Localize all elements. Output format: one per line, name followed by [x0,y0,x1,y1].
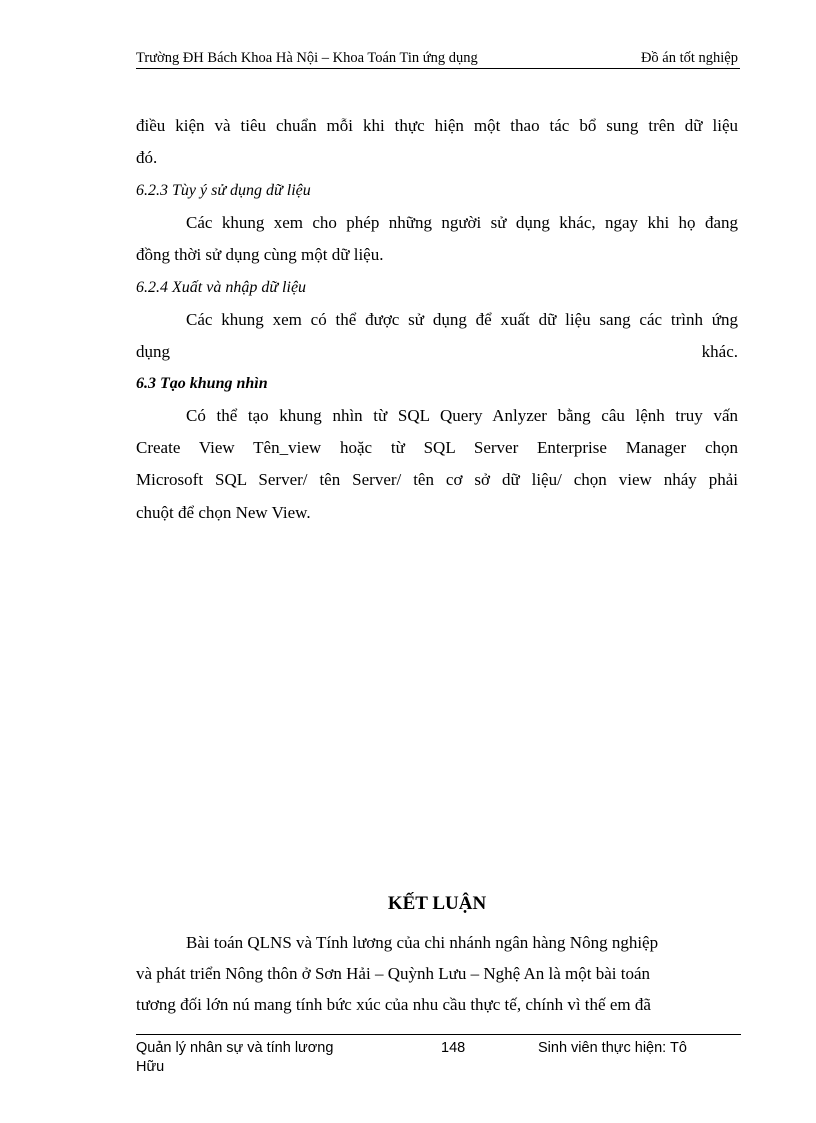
footer-rule [136,1034,741,1035]
footer-page-number: 148 [441,1040,466,1056]
section-heading-6-3: 6.3 Tạo khung nhìn [136,375,268,392]
paragraph-line: điều kiện và tiêu chuẩn mỗi khi thực hiện một thao tác bổ sung trên dữ liệu [136,116,738,135]
paragraph-line: đồng thời sử dụng cùng một dữ liệu. [136,245,384,264]
section-heading-6-2-4: 6.2.4 Xuất và nhập dữ liệu [136,279,307,296]
footer-author: Sinh viên thực hiện: Tô [538,1040,687,1056]
paragraph-line: chuột để chọn New View. [136,503,311,522]
header-doc-type: Đồ án tốt nghiệp [640,50,738,66]
conclusion-line: Bài toán QLNS và Tính lương của chi nhánh ngân hàng Nông nghiệp [186,933,659,952]
conclusion-line: và phát triển Nông thôn ở Sơn Hải – Quỳnh Lưu – Nghệ An là một bài toán [136,964,650,983]
paragraph-line: đó. [136,148,158,167]
section-heading-6-2-3: 6.2.3 Tùy ý sử dụng dữ liệu [136,182,311,199]
footer-title: Quản lý nhân sự và tính lương [136,1040,334,1056]
footer-author-overflow: Hữu [136,1059,165,1075]
header-school: Trường ĐH Bách Khoa Hà Nội – Khoa Toán Tin ứng dụng [136,50,478,66]
paragraph-line: Có thể tạo khung nhìn từ SQL Query Anlyzer bằng câu lệnh truy vấn [186,406,738,425]
paragraph-line-split [136,342,738,362]
paragraph-line: Các khung xem cho phép những người sử dụng khác, ngay khi họ đang [186,213,738,232]
page-header [136,50,740,69]
paragraph-line: Các khung xem có thể được sử dụng để xuất dữ liệu sang các trình ứng [186,310,738,329]
line-right-word: khác. [701,342,738,361]
conclusion-title: KẾT LUẬN [387,893,487,914]
paragraph-line: Microsoft SQL Server/ tên Server/ tên cơ sở dữ liệu/ chọn view nháy phải [136,470,738,489]
line-left-word: dụng [136,342,170,361]
conclusion-line: tương đối lớn nú mang tính bức xúc của nhu cầu thực tế, chính vì thế em đã [136,995,651,1014]
paragraph-line: Create View Tên_view hoặc từ SQL Server Enterprise Manager chọn [136,438,738,457]
